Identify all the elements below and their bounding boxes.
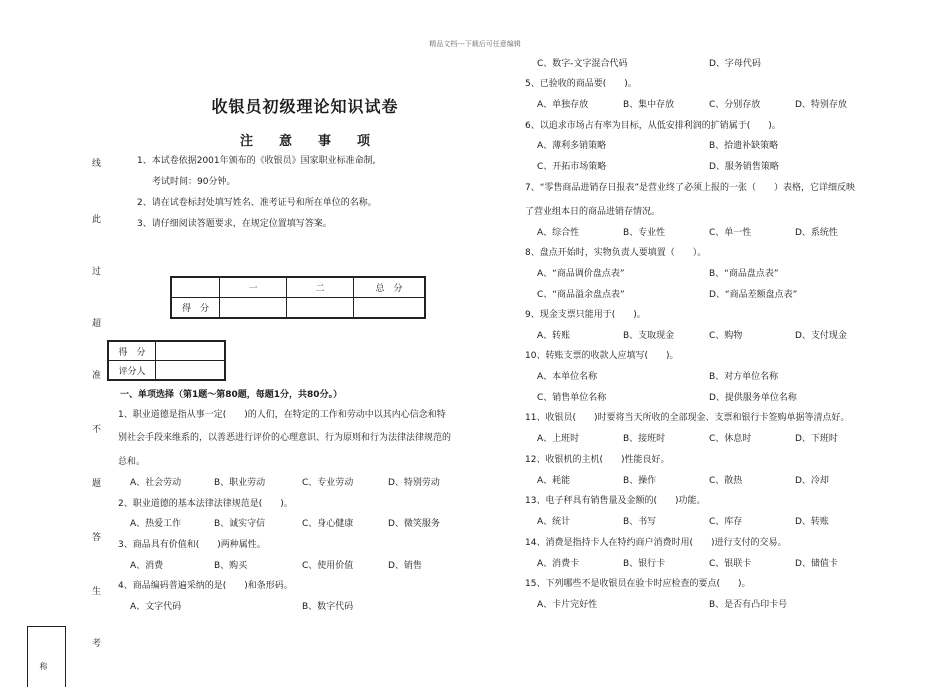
option[interactable]: B、数字代码 [302, 602, 354, 612]
side-char: 答 [92, 533, 102, 543]
option[interactable]: D、字母代码 [709, 59, 761, 69]
notice-line-3: 2、请在试卷标封处填写姓名、准考证号和所在单位的名称。 [137, 198, 377, 208]
side-char: 考 [92, 639, 102, 649]
question-15: 15、下列哪些不是收银员在验卡时应检查的要点( )。 [525, 579, 751, 589]
option[interactable]: D、下班时 [795, 434, 838, 444]
option[interactable]: C、身心健康 [302, 519, 354, 529]
question-6: 6、以追求市场占有率为目标，从低安排利润的扩销属于( )。 [525, 121, 781, 131]
option[interactable]: B、集中存放 [623, 100, 675, 110]
option[interactable]: C、分别存放 [709, 100, 761, 110]
side-char: 线 [92, 159, 102, 169]
question-5: 5、已验收的商品要( )。 [525, 79, 637, 89]
option[interactable]: B、支取现金 [623, 331, 675, 341]
option[interactable]: D、支付现金 [795, 331, 847, 341]
option[interactable]: A、“商品调价盘点表” [537, 269, 625, 279]
question-1-line-1: 1、职业道德是指从事一定( )的人们，在特定的工作和劳动中以其内心信念和特 [118, 410, 446, 420]
option[interactable]: B、对方单位名称 [709, 372, 779, 382]
option[interactable]: A、上班时 [537, 434, 580, 444]
option[interactable]: C、银联卡 [709, 559, 752, 569]
option[interactable]: A、消费 [130, 561, 164, 571]
option[interactable]: D、特别劳动 [388, 478, 440, 488]
score-cell[interactable] [287, 298, 354, 319]
option[interactable]: A、消费卡 [537, 559, 580, 569]
option[interactable]: A、转账 [537, 331, 571, 341]
question-1-line-3: 总和。 [118, 457, 146, 467]
option[interactable]: B、银行卡 [623, 559, 666, 569]
option[interactable]: D、冷却 [795, 476, 829, 486]
option[interactable]: A、卡片完好性 [537, 600, 598, 610]
option[interactable]: C、休息时 [709, 434, 752, 444]
score-cell[interactable] [220, 298, 287, 319]
option[interactable]: D、销售 [388, 561, 422, 571]
option[interactable]: A、耗能 [537, 476, 571, 486]
option[interactable]: A、综合性 [537, 228, 580, 238]
option[interactable]: D、微笑服务 [388, 519, 440, 529]
option[interactable]: D、“商品差额盘点表” [709, 290, 798, 300]
option[interactable]: C、库存 [709, 517, 743, 527]
score-row-label: 得 分 [171, 298, 220, 319]
notice-line-4: 3、请仔细阅读答题要求，在规定位置填写答案。 [137, 219, 332, 229]
side-name-box [27, 626, 66, 687]
option[interactable]: A、统计 [537, 517, 571, 527]
grader-name-label: 评分人 [108, 361, 156, 381]
question-13: 13、电子秤具有销售量及金额的( )功能。 [525, 496, 706, 506]
score-table [170, 276, 426, 319]
side-char: 题 [92, 479, 102, 489]
option[interactable]: D、服务销售策略 [709, 162, 779, 172]
question-1-line-2: 别社会手段来维系的，以善恶进行评价的心理意识、行为原则和行为法律法律规范的 [118, 433, 452, 443]
option[interactable]: D、特别存放 [795, 100, 847, 110]
option[interactable]: C、开拓市场策略 [537, 162, 607, 172]
question-9: 9、现金支票只能用于( )。 [525, 310, 646, 320]
option[interactable]: C、销售单位名称 [537, 393, 607, 403]
option[interactable]: B、拾遗补缺策略 [709, 141, 779, 151]
option[interactable]: A、本单位名称 [537, 372, 598, 382]
section-title: 一、单项选择（第1题～第80题，每题1分，共80分。） [120, 390, 343, 400]
option[interactable]: D、储值卡 [795, 559, 838, 569]
option[interactable]: B、是否有凸印卡号 [709, 600, 788, 610]
option[interactable]: B、职业劳动 [214, 478, 266, 488]
side-char: 不 [92, 425, 102, 435]
option[interactable]: A、文字代码 [130, 602, 182, 612]
option[interactable]: C、“商品溢余盘点表” [537, 290, 625, 300]
grader-table [107, 340, 226, 381]
option[interactable]: C、购物 [709, 331, 743, 341]
option[interactable]: D、系统性 [795, 228, 838, 238]
option[interactable]: A、薄利多销策略 [537, 141, 607, 151]
side-char: 生 [92, 587, 102, 597]
score-header-2: 二 [287, 277, 354, 298]
watermark-text: 精品文档---下载后可任意编辑 [429, 40, 521, 48]
side-char: 准 [92, 371, 102, 381]
side-char: 过 [92, 267, 102, 277]
grader-score-cell[interactable] [156, 341, 226, 361]
option[interactable]: B、购买 [214, 561, 248, 571]
score-header-1: 一 [220, 277, 287, 298]
option[interactable]: C、专业劳动 [302, 478, 354, 488]
question-7-line-1: 7、“零售商品进销存日报表”是营业终了必须上报的一张（ ）表格，它详细反映 [525, 183, 856, 193]
notice-title: 注意事项 [240, 134, 397, 149]
option[interactable]: A、单独存放 [537, 100, 589, 110]
score-table-corner [171, 277, 220, 298]
option[interactable]: B、“商品盘点表” [709, 269, 779, 279]
question-14: 14、消费是指持卡人在特约商户消费时用( )进行支付的交易。 [525, 538, 787, 548]
question-2: 2、职业道德的基本法律法律规范是( )。 [118, 499, 293, 509]
option[interactable]: D、提供服务单位名称 [709, 393, 797, 403]
option[interactable]: A、热爱工作 [130, 519, 182, 529]
question-11: 11、收银员( )时要将当天所收的全部现金、支票和银行卡签购单据等清点好。 [525, 413, 850, 423]
option[interactable]: C、单一性 [709, 228, 752, 238]
question-4: 4、商品编码普遍采纳的是( )和条形码。 [118, 581, 293, 591]
option[interactable]: B、接班时 [623, 434, 666, 444]
question-12: 12、收银机的主机( )性能良好。 [525, 455, 670, 465]
question-7-line-2: 了营业组本日的商品进销存情况。 [525, 207, 661, 217]
option[interactable]: B、专业性 [623, 228, 666, 238]
question-3: 3、商品具有价值和( )两种属性。 [118, 540, 266, 550]
option[interactable]: D、转账 [795, 517, 829, 527]
score-header-total: 总 分 [354, 277, 426, 298]
exam-title: 收银员初级理论知识试卷 [211, 97, 399, 116]
side-box-label: 称 [39, 662, 48, 670]
option[interactable]: C、数字-文字混合代码 [537, 59, 628, 69]
option[interactable]: A、社会劳动 [130, 478, 182, 488]
side-char: 此 [92, 215, 102, 225]
option[interactable]: B、操作 [623, 476, 657, 486]
grader-score-label: 得 分 [108, 341, 156, 361]
option[interactable]: C、使用价值 [302, 561, 354, 571]
option[interactable]: C、散热 [709, 476, 743, 486]
score-cell[interactable] [354, 298, 426, 319]
grader-name-cell[interactable] [156, 361, 226, 381]
notice-line-1: 1、本试卷依据2001年颁布的《收银员》国家职业标准命制, [137, 156, 376, 166]
option[interactable]: B、书写 [623, 517, 657, 527]
side-char: 超 [92, 319, 102, 329]
question-10: 10、转账支票的收款人应填写( )。 [525, 351, 679, 361]
notice-line-2: 考试时间：90分钟。 [152, 177, 236, 187]
question-8: 8、盘点开始时，实物负责人要填置（ ）。 [525, 248, 707, 258]
option[interactable]: B、诚实守信 [214, 519, 266, 529]
